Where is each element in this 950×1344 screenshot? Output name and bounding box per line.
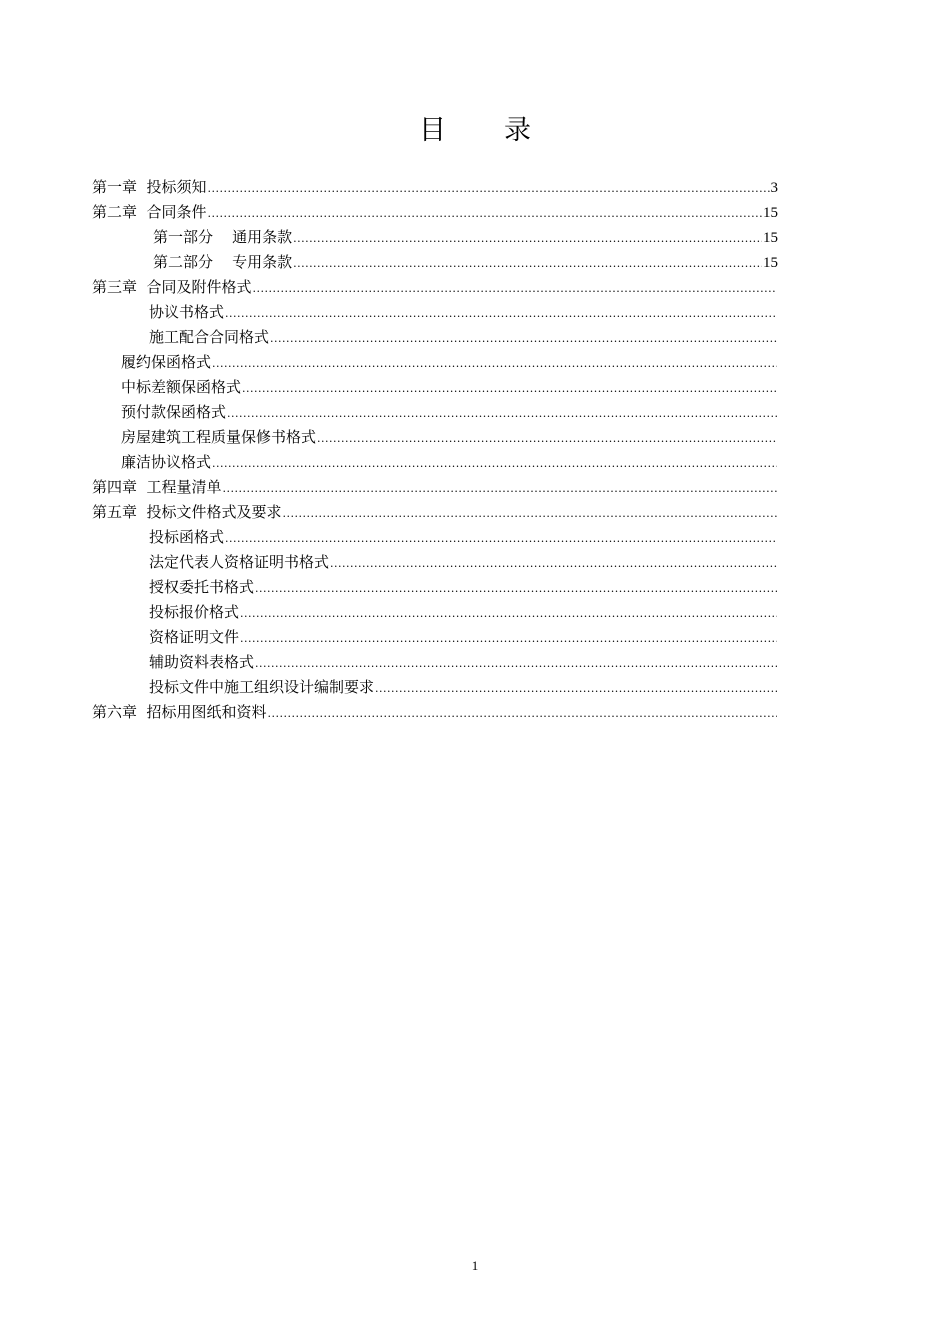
toc-leader-dots xyxy=(293,251,762,276)
toc-entry-label: 第四章 工程量清单 xyxy=(92,478,222,496)
toc-entry-label: 第五章 投标文件格式及要求 xyxy=(92,503,282,521)
toc-leader-dots xyxy=(208,176,770,201)
toc-entry[interactable] xyxy=(92,425,778,450)
toc-entry-label: 第一章 投标须知 xyxy=(92,178,207,196)
toc-entry[interactable] xyxy=(92,175,778,200)
toc-entry[interactable] xyxy=(92,325,778,350)
toc-entry-label: 廉洁协议格式 xyxy=(121,453,212,471)
table-of-contents xyxy=(92,175,778,725)
toc-entry[interactable] xyxy=(92,225,778,250)
toc-entry[interactable] xyxy=(92,650,778,675)
toc-leader-dots xyxy=(268,701,777,726)
title-char-2: 录 xyxy=(504,115,531,146)
toc-leader-dots xyxy=(225,301,777,326)
toc-leader-dots xyxy=(212,451,777,476)
toc-entry[interactable] xyxy=(92,575,778,600)
toc-entry[interactable] xyxy=(92,550,778,575)
toc-entry[interactable] xyxy=(92,300,778,325)
toc-entry[interactable] xyxy=(92,525,778,550)
toc-entry-page: 3 xyxy=(770,180,778,196)
toc-entry[interactable] xyxy=(92,400,778,425)
toc-entry[interactable] xyxy=(92,625,778,650)
toc-entry[interactable] xyxy=(92,475,778,500)
page-number: 1 xyxy=(471,1258,479,1273)
toc-entry-label: 房屋建筑工程质量保修书格式 xyxy=(121,428,317,446)
toc-entry-page: 15 xyxy=(763,230,778,246)
toc-entry[interactable] xyxy=(92,600,778,625)
toc-leader-dots xyxy=(255,576,777,601)
toc-entry[interactable] xyxy=(92,250,778,275)
toc-entry-label: 第一部分 通用条款 xyxy=(153,228,293,246)
toc-entry-page: 15 xyxy=(763,205,778,221)
toc-leader-dots xyxy=(242,376,777,401)
toc-entry-label: 法定代表人资格证明书格式 xyxy=(149,553,330,571)
toc-entry[interactable] xyxy=(92,675,778,700)
toc-entry-label: 施工配合合同格式 xyxy=(149,328,270,346)
toc-leader-dots xyxy=(317,426,777,451)
toc-leader-dots xyxy=(208,201,762,226)
toc-leader-dots xyxy=(227,401,777,426)
title-char-1: 目 xyxy=(419,115,446,146)
toc-leader-dots xyxy=(223,476,777,501)
toc-entry-label: 第六章 招标用图纸和资料 xyxy=(92,703,267,721)
toc-leader-dots xyxy=(240,601,777,626)
toc-entry-label: 协议书格式 xyxy=(149,303,225,321)
toc-entry-label: 投标文件中施工组织设计编制要求 xyxy=(149,678,375,696)
toc-leader-dots xyxy=(283,501,777,526)
toc-entry-label: 第二章 合同条件 xyxy=(92,203,207,221)
toc-entry-label: 投标报价格式 xyxy=(149,603,240,621)
toc-entry-label: 履约保函格式 xyxy=(121,353,212,371)
toc-leader-dots xyxy=(253,276,777,301)
toc-leader-dots xyxy=(270,326,777,351)
page-title xyxy=(0,108,950,147)
toc-leader-dots xyxy=(330,551,777,576)
toc-entry-label: 第三章 合同及附件格式 xyxy=(92,278,252,296)
toc-entry[interactable] xyxy=(92,200,778,225)
toc-entry[interactable] xyxy=(92,350,778,375)
toc-entry[interactable] xyxy=(92,375,778,400)
toc-leader-dots xyxy=(375,676,777,701)
toc-leader-dots xyxy=(225,526,777,551)
toc-leader-dots xyxy=(240,626,777,651)
toc-entry-label: 中标差额保函格式 xyxy=(121,378,242,396)
toc-entry[interactable] xyxy=(92,275,778,300)
toc-entry[interactable] xyxy=(92,700,778,725)
toc-entry-label: 授权委托书格式 xyxy=(149,578,255,596)
toc-entry-label: 辅助资料表格式 xyxy=(149,653,255,671)
toc-entry-label: 投标函格式 xyxy=(149,528,225,546)
toc-leader-dots xyxy=(293,226,762,251)
toc-entry-label: 资格证明文件 xyxy=(149,628,240,646)
toc-entry-page: 15 xyxy=(763,255,778,271)
toc-entry[interactable] xyxy=(92,450,778,475)
toc-entry[interactable] xyxy=(92,500,778,525)
toc-entry-label: 第二部分 专用条款 xyxy=(153,253,293,271)
toc-leader-dots xyxy=(255,651,777,676)
toc-entry-label: 预付款保函格式 xyxy=(121,403,227,421)
toc-leader-dots xyxy=(212,351,777,376)
